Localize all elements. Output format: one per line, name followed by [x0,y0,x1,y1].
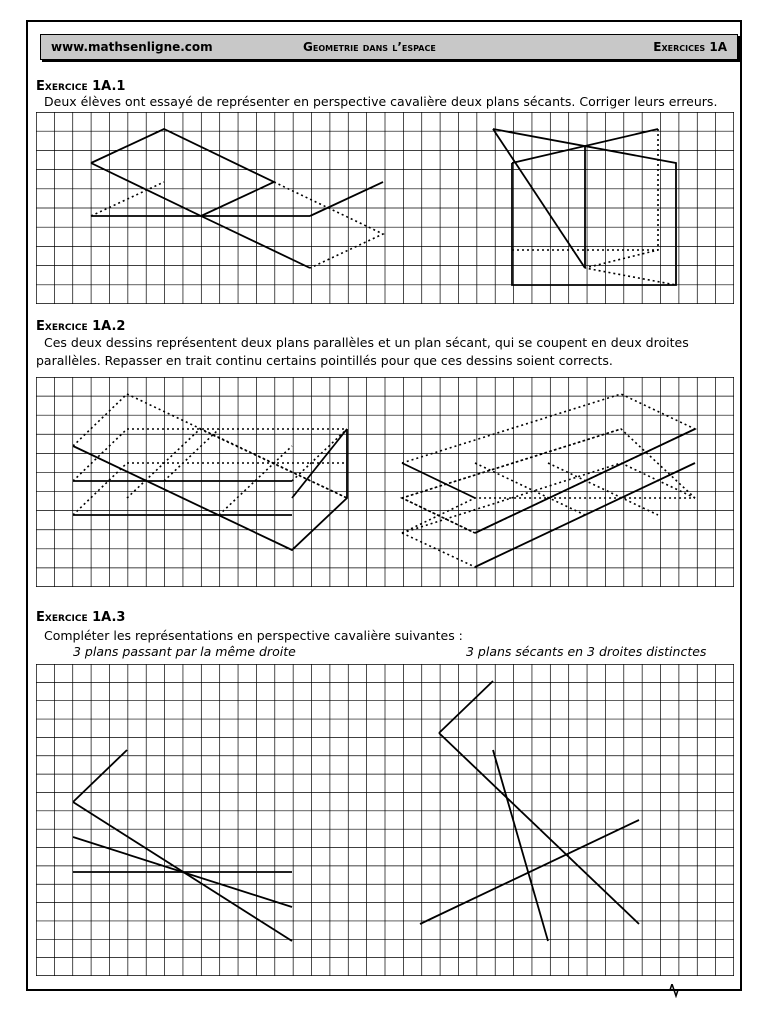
solid-edge [73,750,127,802]
exercise-3-subtitle-right: 3 plans sécants en 3 droites distinctes [466,644,707,659]
exercise-set-label: Exercices 1A [653,40,727,54]
page-corner-mark [662,984,688,998]
exercise-2-instruction-line1: Ces deux dessins représentent deux plans parallèles et un plan sécant, qui se coupent en deux droites [44,335,689,350]
exercise-2-title: Exercice 1A.2 [36,319,126,334]
website-label: www.mathsenligne.com [51,40,213,54]
exercise-3-subtitle-left: 3 plans passant par la même droite [73,644,296,659]
page-header [40,34,738,60]
solid-edge [310,182,383,216]
exercise-1-grid [36,112,734,304]
solid-edge [439,733,639,924]
exercise-1-drawings [91,129,676,285]
exercise-3-title: Exercice 1A.3 [36,610,126,625]
exercise-1-dotted [91,129,676,285]
solid-edge [420,820,639,924]
exercise-3-instruction: Compléter les représentations en perspective cavalière suivantes : [44,628,463,643]
exercise-2-instruction-line2: parallèles. Repasser en trait continu certains pointillés pour que ces dessins soient corrects. [36,353,613,368]
exercise-1-title: Exercice 1A.1 [36,79,126,94]
solid-edge [201,216,310,268]
exercise-3-grid [36,664,734,976]
solid-edge [493,750,548,941]
solid-edge [402,463,475,498]
grid-lines [36,664,734,976]
exercise-2-drawings [73,429,695,567]
exercise-2-grid [36,377,734,587]
exercise-1-instruction: Deux élèves ont essayé de représenter en perspective cavalière deux plans sécants. Corriger leurs erreurs. [44,94,718,109]
solid-edge [439,681,493,733]
solid-edge [73,429,347,550]
grid-lines [36,377,734,587]
document-title: Geometrie dans l’espace [303,40,436,54]
